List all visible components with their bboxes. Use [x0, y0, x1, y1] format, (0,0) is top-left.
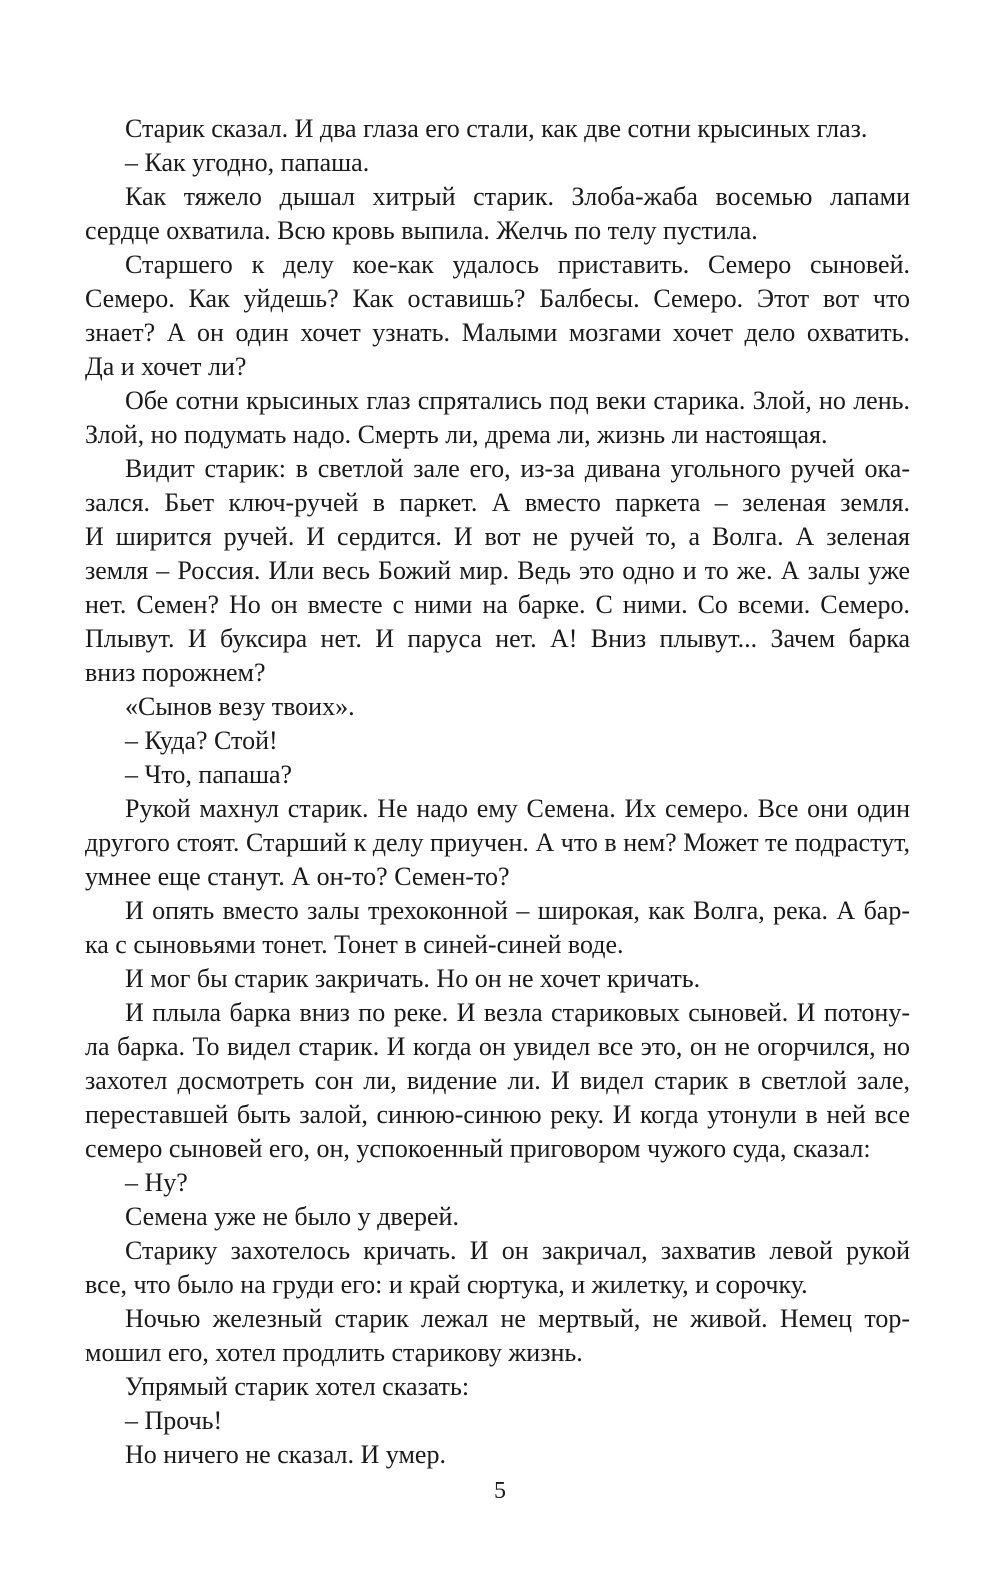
text-line: сердце охватила. Всю кровь выпила. Желчь по телу пустила. [85, 216, 758, 245]
text-line: – Ну? [125, 1168, 188, 1197]
text-line: ла барка. То видел старик. И когда он увидел все это, он не огорчился, но [85, 1032, 910, 1061]
text-line: Плывут. И буксира нет. И паруса нет. А! Вниз плывут... Зачем барка [85, 624, 910, 653]
text-line: И мог бы старик закричать. Но он не хочет кричать. [125, 964, 701, 993]
text-line: Старшего к делу кое-как удалось приставить. Семеро сыновей. [125, 250, 910, 279]
paragraph [85, 962, 910, 996]
paragraph [85, 1438, 910, 1472]
text-line: ка с сыновьями тонет. Тонет в синей-синей воде. [85, 930, 624, 959]
text-line: «Сынов везу твоих». [125, 692, 355, 721]
text-line: умнее еще станут. А он-то? Семен-то? [85, 862, 510, 891]
text-line: мошил его, хотел продлить старикову жизнь. [85, 1338, 583, 1367]
text-line: Старику захотелось кричать. И он закричал, захватив левой рукой [125, 1236, 910, 1265]
text-line: – Что, папаша? [125, 760, 293, 789]
text-line: земля – Россия. Или весь Божий мир. Ведь это одно и то же. А залы уже [85, 556, 910, 585]
paragraph [85, 690, 910, 724]
text-line: Старик сказал. И два глаза его стали, как две сотни крысиных глаз. [125, 114, 868, 143]
paragraph [85, 1234, 910, 1302]
paragraph [85, 792, 910, 894]
text-line: Видит старик: в светлой зале его, из-за дивана угольного ручей ока- [125, 454, 910, 483]
text-line: зался. Бьет ключ-ручей в паркет. А вместо паркета – зеленая земля. [85, 488, 910, 517]
text-line: захотел досмотреть сон ли, видение ли. И видел старик в светлой зале, [85, 1066, 910, 1095]
text-line: Семеро. Как уйдешь? Как оставишь? Балбесы. Семеро. Этот вот что [85, 284, 910, 313]
text-line: Ночью железный старик лежал не мертвый, не живой. Немец тор- [125, 1304, 910, 1333]
paragraph [85, 112, 910, 146]
text-line: знает? А он один хочет узнать. Малыми мозгами хочет дело охватить. [85, 318, 910, 347]
paragraph [85, 894, 910, 962]
text-line: Как тяжело дышал хитрый старик. Злоба-жаба восемью лапами [125, 182, 910, 211]
paragraph [85, 1200, 910, 1234]
text-line: И плыла барка вниз по реке. И везла стариковых сыновей. И потону- [125, 998, 910, 1027]
page-number: 5 [494, 1478, 506, 1504]
text-line: И ширится ручей. И сердится. И вот не ручей то, а Волга. А зеленая [85, 522, 910, 551]
text-line: – Куда? Стой! [125, 726, 278, 755]
text-line: Да и хочет ли? [85, 352, 247, 381]
text-line: вниз порожнем? [85, 658, 266, 687]
text-line: Рукой махнул старик. Не надо ему Семена. Их семеро. Все они один [125, 794, 910, 823]
paragraph [85, 1166, 910, 1200]
paragraph [85, 384, 910, 452]
text-line: Злой, но подумать надо. Смерть ли, дрема ли, жизнь ли настоящая. [85, 420, 828, 449]
paragraph [85, 758, 910, 792]
paragraph [85, 180, 910, 248]
paragraph [85, 452, 910, 690]
body-text [85, 112, 910, 1472]
text-line: другого стоят. Старший к делу приучен. А что в нем? Может те подрастут, [85, 828, 910, 857]
text-line: Обе сотни крысиных глаз спрятались под веки старика. Злой, но лень. [125, 386, 910, 415]
paragraph [85, 146, 910, 180]
paragraph [85, 724, 910, 758]
paragraph [85, 996, 910, 1166]
text-line: нет. Семен? Но он вместе с ними на барке. С ними. Со всеми. Семеро. [85, 590, 910, 619]
text-line: семеро сыновей его, он, успокоенный приговором чужого суда, сказал: [85, 1134, 871, 1163]
text-line: Семена уже не было у дверей. [125, 1202, 459, 1231]
text-line: И опять вместо залы трехоконной – широкая, как Волга, река. А бар- [125, 896, 910, 925]
paragraph [85, 1370, 910, 1404]
text-line: Упрямый старик хотел сказать: [125, 1372, 470, 1401]
text-line: Но ничего не сказал. И умер. [125, 1440, 446, 1469]
text-line: – Прочь! [125, 1406, 223, 1435]
text-line: все, что было на груди его: и край сюртука, и жилетку, и сорочку. [85, 1270, 808, 1299]
text-line: переставшей быть залой, синюю-синюю реку. И когда утонули в ней все [85, 1100, 910, 1129]
paragraph [85, 248, 910, 384]
paragraph [85, 1302, 910, 1370]
paragraph [85, 1404, 910, 1438]
text-line: – Как угодно, папаша. [125, 148, 370, 177]
